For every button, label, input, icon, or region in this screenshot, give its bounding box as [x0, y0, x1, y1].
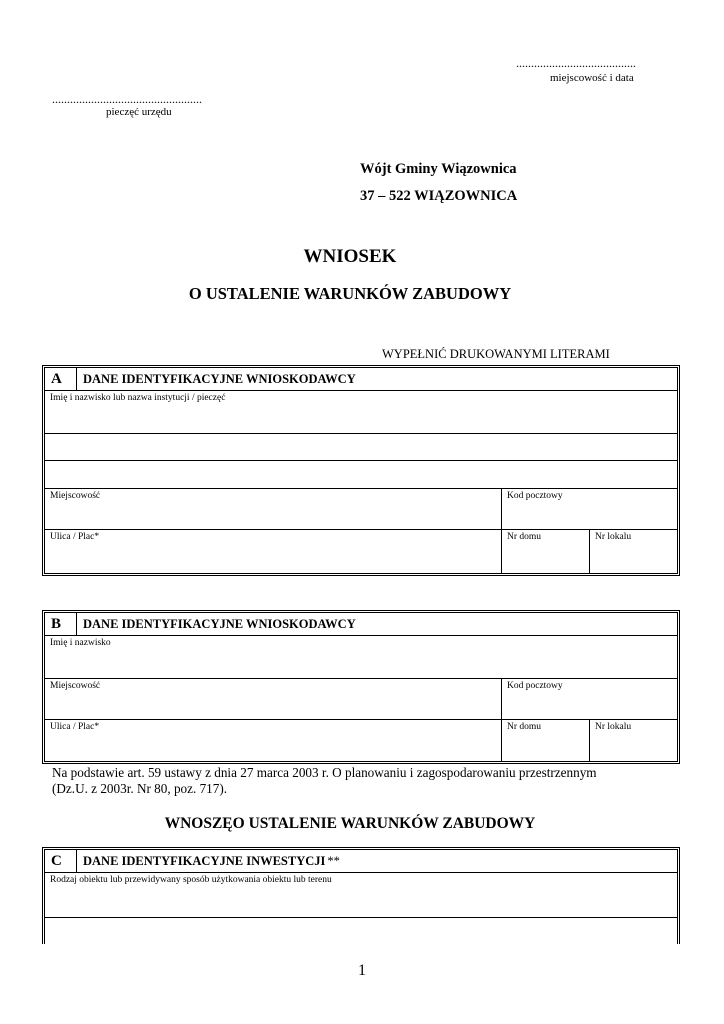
document-subtitle: O USTALENIE WARUNKÓW ZABUDOWY — [188, 284, 512, 303]
section-b-house-field[interactable] — [501, 720, 590, 762]
section-a — [42, 365, 680, 576]
section-a-postal-label: Kod pocztowy — [507, 491, 563, 501]
section-a-name-field-line2[interactable] — [45, 433, 677, 460]
request-heading: WNOSZĘO USTALENIE WARUNKÓW ZABUDOWY — [164, 815, 536, 832]
section-c-object-label: Rodzaj obiektu lub przewidywany sposób użytkowania obiektu lub terenu — [50, 875, 332, 885]
document-title: WNIOSEK — [303, 246, 397, 267]
stamp-dots: .................................................. — [52, 92, 202, 106]
section-a-house-field[interactable] — [501, 530, 590, 573]
place-date-dots: ........................................ — [516, 56, 636, 70]
section-a-flat-field[interactable] — [589, 530, 677, 573]
recipient-line1: Wójt Gminy Wiązownica — [360, 161, 517, 177]
section-b-flat-field[interactable] — [589, 720, 677, 762]
section-c-title-suffix: ** — [327, 853, 340, 868]
section-c-object-field[interactable] — [45, 873, 677, 917]
section-a-name-label: Imię i nazwisko lub nazwa instytucji / pieczęć — [50, 393, 226, 403]
section-b-title: DANE IDENTYFIKACYJNE WNIOSKODAWCY — [83, 616, 356, 631]
section-a-city-row — [45, 488, 677, 529]
section-a-title: DANE IDENTYFIKACYJNE WNIOSKODAWCY — [83, 371, 356, 386]
legal-basis-line1: Na podstawie art. 59 ustawy z dnia 27 marca 2003 r. O planowaniu i zagospodarowaniu przestrzennym — [52, 765, 597, 780]
section-c-object-field-line2[interactable] — [45, 917, 677, 945]
section-b-city-row — [45, 678, 677, 719]
section-b-street-label: Ulica / Plac* — [50, 722, 100, 732]
section-b-street-row — [45, 719, 677, 762]
section-c-header — [45, 850, 677, 873]
section-b-flat-label: Nr lokalu — [595, 722, 632, 732]
section-a-letter: A — [45, 368, 77, 390]
section-b-letter: B — [45, 613, 77, 635]
section-a-name-field-line3[interactable] — [45, 460, 677, 488]
section-a-header — [45, 368, 677, 391]
section-b-name-label: Imię i nazwisko — [50, 638, 111, 648]
page-number: 1 — [358, 962, 366, 979]
section-b-postal-field[interactable] — [501, 679, 677, 719]
section-b — [42, 610, 680, 764]
place-date-label: miejscowość i data — [550, 72, 634, 84]
section-a-city-label: Miejscowość — [50, 491, 101, 501]
section-b-header — [45, 613, 677, 636]
legal-basis-line2: (Dz.U. z 2003r. Nr 80, poz. 717). — [52, 781, 228, 796]
section-a-name-field[interactable] — [45, 391, 677, 433]
section-a-flat-label: Nr lokalu — [595, 532, 632, 542]
fill-instruction: WYPEŁNIĆ DRUKOWANYMI LITERAMI — [382, 347, 610, 361]
section-b-city-label: Miejscowość — [50, 681, 101, 691]
section-b-name-field[interactable] — [45, 636, 677, 678]
section-c-title — [77, 850, 340, 872]
stamp-label: pieczęć urzędu — [106, 106, 172, 118]
section-c-letter: C — [45, 850, 77, 872]
section-a-street-label: Ulica / Plac* — [50, 532, 100, 542]
section-a-house-label: Nr domu — [507, 532, 542, 542]
section-a-postal-field[interactable] — [501, 489, 677, 529]
section-b-house-label: Nr domu — [507, 722, 542, 732]
section-a-street-row — [45, 529, 677, 573]
legal-basis — [52, 765, 597, 797]
section-c-title-text: DANE IDENTYFIKACYJNE INWESTYCJI — [83, 853, 326, 868]
section-c — [42, 847, 680, 944]
recipient-line2: 37 – 522 WIĄZOWNICA — [360, 188, 518, 204]
section-b-postal-label: Kod pocztowy — [507, 681, 563, 691]
